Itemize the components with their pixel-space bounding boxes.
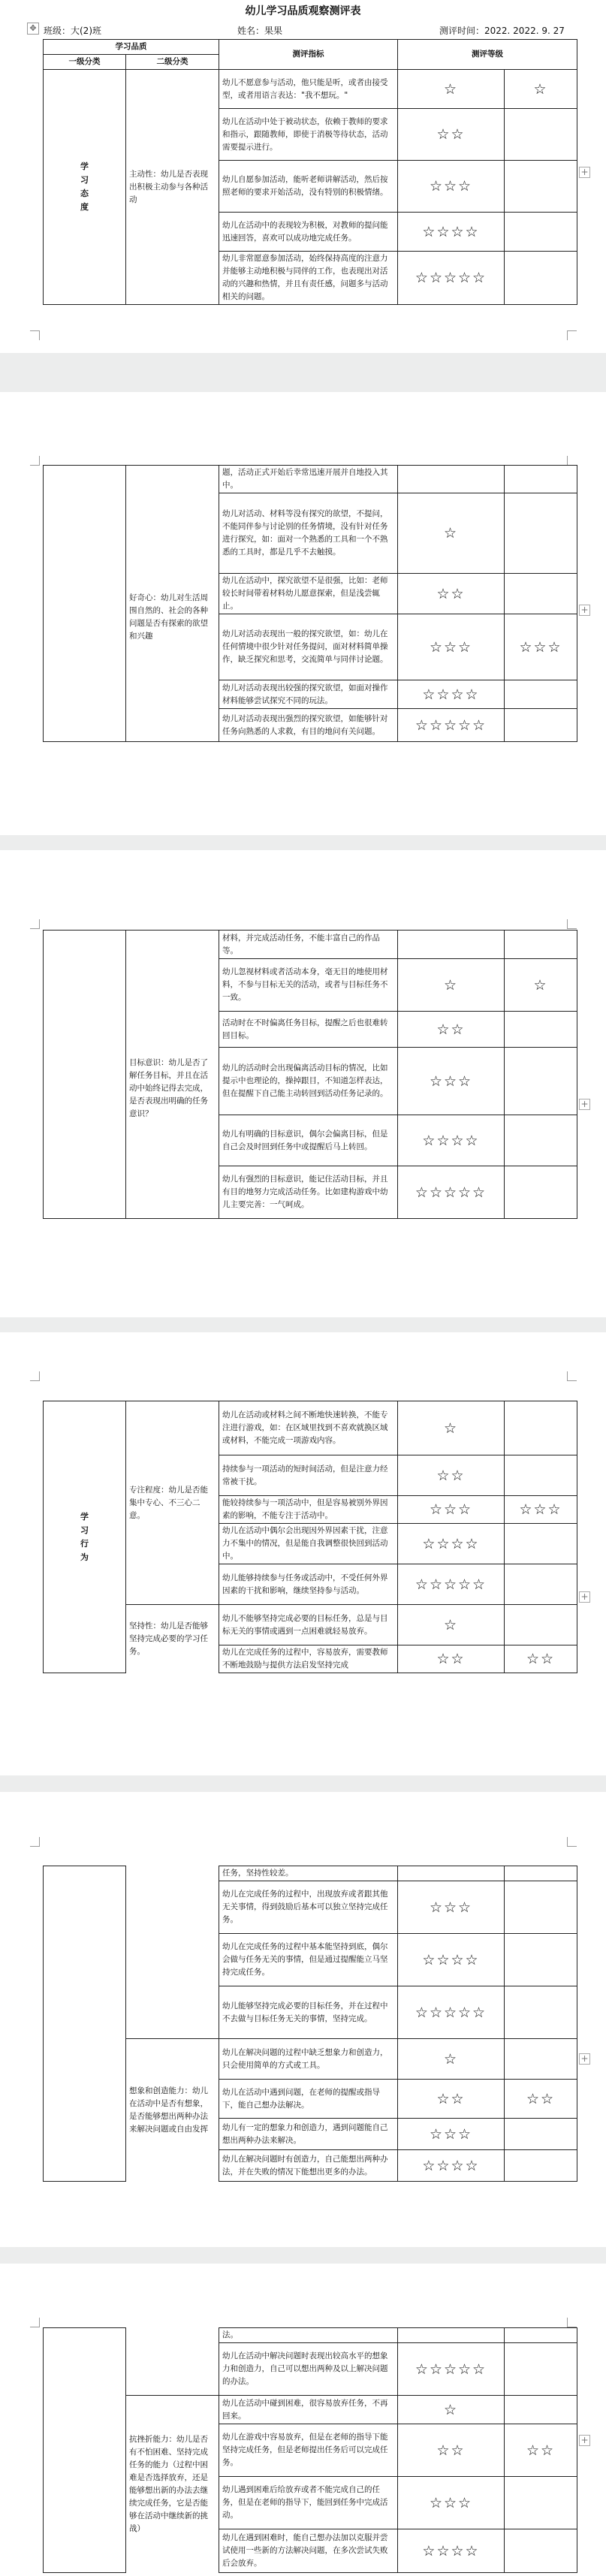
rating-stars: ☆☆☆☆☆ <box>398 1166 505 1219</box>
rating-mark[interactable]: ☆ <box>505 959 577 1012</box>
crop-mark <box>567 919 577 929</box>
rating-mark[interactable]: ☆☆ <box>505 1645 577 1673</box>
rating-mark[interactable]: ☆☆ <box>505 2080 577 2119</box>
rating-mark[interactable] <box>505 1048 577 1115</box>
evaluation-table-page-6 <box>43 2327 577 2573</box>
rating-stars: ☆☆☆ <box>398 1881 505 1934</box>
secondary-category-goal: 目标意识：幼儿是否了解任务目标，并且在活动中始终记得去完成，是否表现出明确的任务意识？ <box>126 959 219 1219</box>
document-page-6 <box>0 2264 606 2576</box>
add-row-icon[interactable]: + <box>579 167 590 178</box>
indicator-row: 题，活动正式开始后幸常迅速开展并自地投入其中。 <box>219 466 398 493</box>
name-label: 姓名：果果 <box>237 26 283 36</box>
rating-mark[interactable] <box>505 466 577 493</box>
rating-mark[interactable] <box>505 1455 577 1496</box>
rating-stars: ☆ <box>398 493 505 574</box>
crop-mark <box>567 2318 577 2327</box>
rating-mark[interactable] <box>505 1115 577 1166</box>
rating-mark[interactable]: ☆☆ <box>505 2424 577 2477</box>
col-header-rating: 测评等级 <box>398 40 577 70</box>
date-label: 测评时间：2022. 2022. 9. 27 <box>439 26 565 36</box>
secondary-category-curiosity: 好奇心：幼儿对生活周围自然的、社会的各种问题是否有探索的欲望和兴趣 <box>126 493 219 742</box>
rating-mark[interactable] <box>505 161 577 213</box>
rating-mark[interactable] <box>505 1986 577 2039</box>
indicator-row: 幼儿在活动中偶尔会出现因外界因素干扰，注意力不集中的情况，但是能自我调整很快回到活动中。 <box>219 1524 398 1564</box>
rating-stars: ☆ <box>398 2039 505 2080</box>
rating-stars: ☆☆☆☆☆ <box>398 1564 505 1605</box>
indicator-row: 法。 <box>219 2328 398 2343</box>
rating-mark[interactable] <box>505 493 577 574</box>
indicator-row: 幼儿在解决问题时有创造力，自己能想出两种办法，并在失败的情况下能想出更多的办法。 <box>219 2150 398 2182</box>
rating-stars: ☆☆☆☆ <box>398 213 505 252</box>
add-row-icon[interactable]: + <box>579 2435 590 2446</box>
rating-stars: ☆☆ <box>398 2080 505 2119</box>
indicator-row: 幼儿能够持续参与任务或活动中，不受任何外界因素的干扰和影响，继续坚持参与活动。 <box>219 1564 398 1605</box>
rating-stars: ☆☆ <box>398 1455 505 1496</box>
rating-stars: ☆☆☆ <box>398 161 505 213</box>
rating-stars <box>398 466 505 493</box>
indicator-row: 幼儿遇到困难后给放弃或者不能完成自己的任务，但是在老师的指导下，能回到任务中完成活动。 <box>219 2477 398 2529</box>
rating-stars: ☆ <box>398 70 505 109</box>
rating-stars <box>398 1866 505 1881</box>
document-page-5 <box>0 1792 606 2247</box>
rating-mark[interactable] <box>505 709 577 742</box>
primary-category-attitude: 学 习 态 度 <box>44 70 126 305</box>
col-header-indicator: 测评指标 <box>219 40 398 70</box>
indicator-row: 幼儿能够坚持完成必要的目标任务，并在过程中不去做与目标任务无关的事情，坚持完成。 <box>219 1986 398 2039</box>
indicator-row: 幼儿对活动表现出一般的探究欲望，如：幼儿在任何情境中很少针对任务提问，面对材料简单操作，缺乏探究和思考，交流简单与同伴讨论题。 <box>219 614 398 680</box>
indicator-row: 幼儿对活动、材料等没有探究的欲望，不提问，不能同伴参与讨论别的任务情境，没有针对任务进行探究，如：面对一个熟悉的工具和一个不熟悉的工具时，都是几乎不去触摸。 <box>219 493 398 574</box>
evaluation-table-page-5 <box>43 1866 577 2182</box>
rating-mark[interactable] <box>505 213 577 252</box>
indicator-row: 幼儿在活动或材料之间不断地快速转换，不能专注进行游戏，如：在区域里找到不喜欢就换区域或材料，不能完成一项游戏内容。 <box>219 1401 398 1455</box>
col-header-category: 学习品质 <box>44 40 219 55</box>
document-page-2 <box>0 392 606 835</box>
add-row-icon[interactable]: + <box>579 1591 590 1603</box>
rating-mark[interactable] <box>505 1881 577 1934</box>
rating-mark[interactable] <box>505 2039 577 2080</box>
indicator-row: 幼儿在活动中遇到问题，在老师的提醒或指导下，能自己想办法解决。 <box>219 2080 398 2119</box>
add-row-icon[interactable]: + <box>579 605 590 616</box>
rating-stars: ☆☆☆☆☆ <box>398 709 505 742</box>
rating-stars: ☆☆ <box>398 109 505 161</box>
indicator-row: 材料，并完成活动任务，不能丰富自己的作品等。 <box>219 931 398 959</box>
rating-stars: ☆☆☆ <box>398 2477 505 2529</box>
col-header-secondary: 二级分类 <box>126 55 219 70</box>
rating-stars: ☆☆☆☆ <box>398 1934 505 1986</box>
evaluation-table-page-3 <box>43 930 577 1219</box>
rating-mark[interactable] <box>505 1401 577 1455</box>
rating-mark[interactable] <box>505 1012 577 1048</box>
primary-category-behavior: 学 习 行 为 <box>44 1401 126 1673</box>
indicator-row: 幼儿忽视材料或者活动本身，毫无目的地使用材料，不参与目标无关的活动，或者与目标任务不一致。 <box>219 959 398 1012</box>
crop-mark <box>30 919 40 929</box>
indicator-row: 幼儿对活动表现出较强的探究欲望，如面对操作材料能够尝试探究不同的玩法。 <box>219 680 398 709</box>
rating-stars: ☆ <box>398 2396 505 2424</box>
add-row-icon[interactable]: + <box>579 1099 590 1110</box>
indicator-row: 幼儿在游戏中容易放弃，但是在老师的指导下能坚持完成任务，但是老师提出任务后可以完成任务。 <box>219 2424 398 2477</box>
indicator-row: 幼儿在完成任务的过程中，容易放弃，需要教师不断地鼓励与提供方法启发坚持完成 <box>219 1645 398 1673</box>
indicator-row: 幼儿有一定的想象力和创造力，遇到问题能自己想出两种办法来解决。 <box>219 2119 398 2150</box>
indicator-row: 能较持续参与一项活动中，但是容易被别外界因素的影响，不能专注于活动中。 <box>219 1496 398 1524</box>
indicator-row: 幼儿在活动中，探究欲望不是很强，比如：老师较长时间带着材料幼儿愿意探索，但是浅尝辄止。 <box>219 574 398 614</box>
rating-stars: ☆☆☆ <box>398 1048 505 1115</box>
indicator-row: 幼儿在完成任务的过程中基本能坚持到底，偶尔会做与任务无关的事情，但是通过提醒能立马坚持完成任务。 <box>219 1934 398 1986</box>
rating-stars: ☆☆ <box>398 574 505 614</box>
move-handle-icon[interactable]: ✥ <box>27 23 39 35</box>
document-page-4 <box>0 1332 606 1775</box>
crop-mark <box>30 1371 40 1381</box>
rating-mark[interactable] <box>505 252 577 305</box>
evaluation-table-page-4 <box>43 1401 577 1673</box>
rating-mark[interactable] <box>505 680 577 709</box>
rating-mark[interactable] <box>505 931 577 959</box>
crop-mark <box>567 1837 577 1847</box>
indicator-row: 幼儿在遇到困难时，能自己想办法加以克服并尝试使用一些新的方法解决问题，在多次尝试失败后会放弃。 <box>219 2529 398 2573</box>
crop-mark <box>30 1837 40 1847</box>
rating-stars: ☆☆☆☆ <box>398 2529 505 2573</box>
class-label: 班级：大(2)班 <box>44 26 101 36</box>
rating-stars: ☆ <box>398 959 505 1012</box>
indicator-row: 幼儿不愿意参与活动，他只能是听，或者由接受型，或者用语言表达："我不想玩。" <box>219 70 398 109</box>
indicator-row: 幼儿在活动中处于被动状态，依赖于教师的要求和指示，跟随教师，即使于消极等待状态，活动需要提示进行。 <box>219 109 398 161</box>
rating-stars: ☆ <box>398 1605 505 1645</box>
secondary-category-persistence: 坚持性：幼儿是否能够坚持完成必要的学习任务。 <box>126 1605 219 1673</box>
indicator-row: 幼儿自愿参加活动，能听老师讲解活动，然后按照老师的要求开始活动，没有特别的积极情绪。 <box>219 161 398 213</box>
add-row-icon[interactable]: + <box>579 2053 590 2065</box>
rating-stars: ☆☆☆☆☆ <box>398 252 505 305</box>
rating-mark[interactable] <box>505 1605 577 1645</box>
indicator-row: 幼儿对活动表现出强烈的探究欲望，如能够针对任务向熟悉的人求救，有目的地问有关问题。 <box>219 709 398 742</box>
rating-stars: ☆☆ <box>398 1012 505 1048</box>
rating-mark[interactable]: ☆☆☆ <box>505 614 577 680</box>
indicator-row: 幼儿有明确的目标意识，偶尔会偏离目标，但是自己会及时回到任务中或提醒后马上转回。 <box>219 1115 398 1166</box>
rating-stars: ☆☆☆ <box>398 2119 505 2150</box>
rating-mark[interactable] <box>505 109 577 161</box>
rating-mark[interactable] <box>505 2477 577 2529</box>
document-page-3 <box>0 850 606 1317</box>
secondary-category-imagination: 想象和创造能力：幼儿在活动中是否有想象，是否能够想出两种办法来解决问题或自由发挥 <box>126 2039 219 2182</box>
rating-stars: ☆☆☆ <box>398 614 505 680</box>
rating-stars: ☆☆☆☆☆ <box>398 2343 505 2396</box>
rating-stars: ☆☆☆☆ <box>398 680 505 709</box>
crop-mark <box>30 330 40 340</box>
rating-stars: ☆☆ <box>398 1645 505 1673</box>
secondary-category-focus: 专注程度：幼儿是否能集中专心、不三心二意。 <box>126 1401 219 1605</box>
rating-mark[interactable] <box>505 2328 577 2343</box>
rating-mark[interactable] <box>505 1524 577 1564</box>
rating-stars <box>398 2328 505 2343</box>
rating-mark[interactable]: ☆ <box>505 70 577 109</box>
indicator-row: 幼儿在完成任务的过程中，出现放弃或者跟其他无关事情，得到鼓励后基本可以独立坚持完成任务。 <box>219 1881 398 1934</box>
rating-stars: ☆☆☆☆ <box>398 1115 505 1166</box>
indicator-row: 活动时在不时偏离任务目标，提醒之后也很难转回目标。 <box>219 1012 398 1048</box>
rating-stars: ☆☆☆☆ <box>398 1524 505 1564</box>
indicator-row: 持续参与一项活动的短时间活动，但是注意力经常被干扰。 <box>219 1455 398 1496</box>
indicator-row: 幼儿在活动中解决问题时表现出较高水平的想象力和创造力，自己可以想出两种及以上解决问题的办法。 <box>219 2343 398 2396</box>
rating-mark[interactable] <box>505 1866 577 1881</box>
rating-stars: ☆☆☆ <box>398 1496 505 1524</box>
crop-mark <box>30 456 40 466</box>
rating-stars: ☆ <box>398 1401 505 1455</box>
rating-mark[interactable] <box>505 2529 577 2573</box>
rating-mark[interactable] <box>505 2396 577 2424</box>
crop-mark <box>567 1371 577 1381</box>
indicator-row: 幼儿非常愿意参加活动，始终保持高度的注意力并能够主动地积极与同伴的工作，也表现出对活动的兴趣和热情，并且有责任感，问题多与活动相关的问题。 <box>219 252 398 305</box>
rating-mark[interactable] <box>505 2150 577 2182</box>
rating-stars: ☆☆ <box>398 2424 505 2477</box>
evaluation-table-page-2 <box>43 465 577 742</box>
indicator-row: 幼儿的活动时会出现偏离活动目标的情况，比如提示中也理论的，操掉跟目，不知道怎样表达，但在提醒下自己能主动转回到活动任务记录的。 <box>219 1048 398 1115</box>
indicator-row: 任务，坚持性较差。 <box>219 1866 398 1881</box>
indicator-row: 幼儿有强烈的目标意识，能记住活动目标，并且有目的地努力完成活动任务。比如建构游戏中幼儿主要完善：一气呵成。 <box>219 1166 398 1219</box>
document-page-1 <box>0 0 606 353</box>
secondary-category-initiative: 主动性：幼儿是否表现出积极主动参与各种活动 <box>126 70 219 305</box>
rating-mark[interactable]: ☆☆☆ <box>505 1496 577 1524</box>
rating-stars: ☆☆☆☆ <box>398 2150 505 2182</box>
rating-stars <box>398 931 505 959</box>
rating-mark[interactable] <box>505 2343 577 2396</box>
rating-stars: ☆☆☆☆☆ <box>398 1986 505 2039</box>
indicator-row: 幼儿在活动中的表现较为积极，对教师的提问能迅速回答，喜欢可以成功地完成任务。 <box>219 213 398 252</box>
rating-mark[interactable] <box>505 1564 577 1605</box>
rating-mark[interactable] <box>505 2119 577 2150</box>
secondary-category-resistance: 抗挫折能力：幼儿是否有不怕困难、坚持完成任务的能力（过程中困难是否选择放弃，还是能够想出新的办法去继续完成任务，它是否能够在活动中继续新的挑战） <box>126 2396 219 2573</box>
col-header-primary: 一级分类 <box>44 55 126 70</box>
rating-mark[interactable] <box>505 1934 577 1986</box>
document-title: 幼儿学习品质观察测评表 <box>245 5 361 17</box>
indicator-row: 幼儿在解决问题的过程中缺乏想象力和创造力，只会使用简单的方式或工具。 <box>219 2039 398 2080</box>
rating-mark[interactable] <box>505 1166 577 1219</box>
indicator-row: 幼儿在活动中碰到困难，很容易放弃任务，不再回来。 <box>219 2396 398 2424</box>
indicator-row: 幼儿不能够坚持完成必要的目标任务，总是与目标无关的事情或遇到一点困难就轻易放弃。 <box>219 1605 398 1645</box>
crop-mark <box>567 330 577 340</box>
crop-mark <box>30 2318 40 2327</box>
rating-mark[interactable] <box>505 574 577 614</box>
evaluation-table-page-1 <box>43 39 577 305</box>
